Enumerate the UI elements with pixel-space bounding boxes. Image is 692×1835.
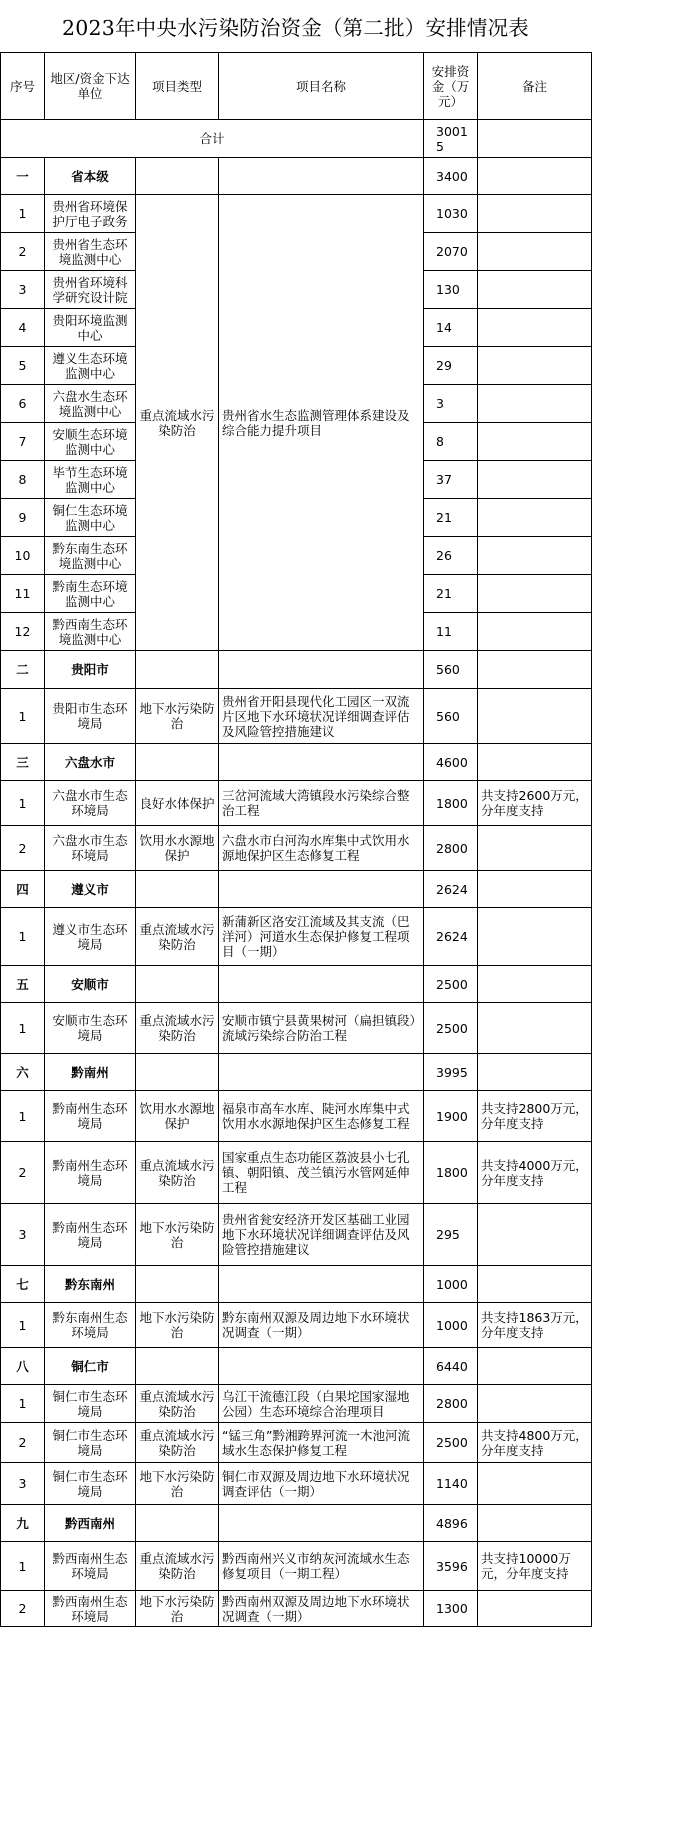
row-amount: 26 (424, 537, 478, 575)
table-body (1, 120, 592, 1627)
region-name: 省本级 (45, 158, 136, 195)
table-row (1, 1385, 592, 1423)
total-amount: 30015 (424, 120, 478, 158)
header-amount: 安排资金（万元） (424, 53, 478, 120)
row-note: 共支持2600万元，分年度支持 (478, 781, 592, 826)
row-type: 重点流域水污染防治 (136, 1142, 219, 1204)
row-amount: 1800 (424, 1142, 478, 1204)
table-row (1, 195, 592, 233)
row-note: 共支持10000万元，分年度支持 (478, 1542, 592, 1591)
row-unit: 黔南州生态环境局 (45, 1142, 136, 1204)
row-project-name: 贵州省开阳县现代化工园区一双流片区地下水环境状况详细调查评估及风险管控措施建议 (219, 689, 424, 744)
table-row (1, 1542, 592, 1591)
row-unit-text: 贵州省生态环境监测中心 (52, 236, 128, 267)
row-number: 5 (1, 347, 45, 385)
region-note (478, 1054, 592, 1091)
row-unit (45, 499, 136, 537)
row-project-name: 新蒲新区洛安江流域及其支流（巴洋河）河道水生态保护修复工程项目（一期） (219, 908, 424, 966)
region-type-empty (136, 744, 219, 781)
region-row (1, 651, 592, 689)
table-row (1, 1003, 592, 1054)
row-unit: 铜仁市生态环境局 (45, 1423, 136, 1463)
region-name: 黔西南州 (45, 1505, 136, 1542)
row-note (478, 309, 592, 347)
row-number: 9 (1, 499, 45, 537)
region-type-empty (136, 1054, 219, 1091)
row-amount: 2500 (424, 1423, 478, 1463)
row-project-name: 铜仁市双源及周边地下水环境状况调查评估（一期） (219, 1463, 424, 1505)
row-unit-text: 黔东南生态环境监测中心 (52, 540, 128, 571)
row-amount: 1900 (424, 1091, 478, 1142)
row-number: 11 (1, 575, 45, 613)
region-type-empty (136, 1505, 219, 1542)
region-name: 贵阳市 (45, 651, 136, 689)
region-note (478, 158, 592, 195)
row-note (478, 385, 592, 423)
row-number: 2 (1, 1591, 45, 1627)
table-row (1, 826, 592, 871)
row-unit (45, 271, 136, 309)
row-unit-text: 遵义生态环境监测中心 (52, 350, 128, 381)
row-project-name: 贵州省瓮安经济开发区基础工业园地下水环境状况详细调查评估及风险管控措施建议 (219, 1204, 424, 1266)
row-note (478, 826, 592, 871)
row-type: 重点流域水污染防治 (136, 195, 219, 651)
table-row (1, 1142, 592, 1204)
region-name-empty (219, 1505, 424, 1542)
region-type-empty (136, 1266, 219, 1303)
row-type: 饮用水水源地保护 (136, 826, 219, 871)
row-unit: 黔东南州生态环境局 (45, 1303, 136, 1348)
row-type: 重点流域水污染防治 (136, 1542, 219, 1591)
header-no: 序号 (1, 53, 45, 120)
row-number: 8 (1, 461, 45, 499)
region-name-empty (219, 651, 424, 689)
row-number: 3 (1, 271, 45, 309)
row-note (478, 689, 592, 744)
region-amount: 6440 (424, 1348, 478, 1385)
row-type: 重点流域水污染防治 (136, 1003, 219, 1054)
row-unit: 黔南州生态环境局 (45, 1204, 136, 1266)
region-number: 六 (1, 1054, 45, 1091)
region-row (1, 1054, 592, 1091)
region-note (478, 651, 592, 689)
row-amount: 29 (424, 347, 478, 385)
row-note (478, 195, 592, 233)
row-number: 7 (1, 423, 45, 461)
table-row (1, 908, 592, 966)
row-unit-text: 贵阳环境监测中心 (52, 312, 128, 343)
table-row (1, 1423, 592, 1463)
row-number: 1 (1, 1542, 45, 1591)
region-note (478, 1505, 592, 1542)
region-name-empty (219, 1054, 424, 1091)
row-unit (45, 461, 136, 499)
row-type: 重点流域水污染防治 (136, 908, 219, 966)
region-row (1, 966, 592, 1003)
row-unit-text: 贵州省环境保护厅电子政务 (52, 198, 128, 229)
row-amount: 1300 (424, 1591, 478, 1627)
row-unit (45, 537, 136, 575)
region-amount: 4896 (424, 1505, 478, 1542)
row-number: 1 (1, 689, 45, 744)
row-unit: 黔南州生态环境局 (45, 1091, 136, 1142)
row-number: 3 (1, 1204, 45, 1266)
row-unit-text: 毕节生态环境监测中心 (52, 464, 128, 495)
row-unit-text: 贵州省环境科学研究设计院 (52, 274, 128, 305)
row-note (478, 1463, 592, 1505)
row-number: 2 (1, 1423, 45, 1463)
row-project-name: 乌江干流德江段（白果坨国家湿地公园）生态环境综合治理项目 (219, 1385, 424, 1423)
row-number: 1 (1, 1003, 45, 1054)
header-unit: 地区/资金下达单位 (45, 53, 136, 120)
row-type: 重点流域水污染防治 (136, 1385, 219, 1423)
region-amount: 4600 (424, 744, 478, 781)
region-amount: 3995 (424, 1054, 478, 1091)
row-amount: 1140 (424, 1463, 478, 1505)
region-number: 九 (1, 1505, 45, 1542)
row-unit (45, 309, 136, 347)
row-number: 4 (1, 309, 45, 347)
row-unit: 黔西南州生态环境局 (45, 1542, 136, 1591)
row-number: 12 (1, 613, 45, 651)
row-unit (45, 423, 136, 461)
row-note: 共支持2800万元，分年度支持 (478, 1091, 592, 1142)
row-note (478, 461, 592, 499)
row-amount: 3 (424, 385, 478, 423)
region-name: 遵义市 (45, 871, 136, 908)
row-amount: 130 (424, 271, 478, 309)
row-amount: 21 (424, 499, 478, 537)
region-row (1, 744, 592, 781)
region-number: 四 (1, 871, 45, 908)
row-amount: 1000 (424, 1303, 478, 1348)
table-row (1, 1303, 592, 1348)
row-amount: 2624 (424, 908, 478, 966)
table-row (1, 689, 592, 744)
header-name: 项目名称 (219, 53, 424, 120)
row-unit (45, 195, 136, 233)
row-number: 6 (1, 385, 45, 423)
row-note (478, 1591, 592, 1627)
row-project-name: 国家重点生态功能区荔波县小七孔镇、朝阳镇、茂兰镇污水管网延伸工程 (219, 1142, 424, 1204)
row-unit (45, 233, 136, 271)
row-amount: 2500 (424, 1003, 478, 1054)
region-name-empty (219, 871, 424, 908)
row-unit: 六盘水市生态环境局 (45, 826, 136, 871)
region-name-empty (219, 966, 424, 1003)
row-number: 2 (1, 826, 45, 871)
row-project-name: 黔西南州兴义市纳灰河流域水生态修复项目（一期工程） (219, 1542, 424, 1591)
total-note (478, 120, 592, 158)
row-project-name: “锰三角”黔湘跨界河流一木池河流域水生态保护修复工程 (219, 1423, 424, 1463)
row-project-name: 黔西南州双源及周边地下水环境状况调查（一期） (219, 1591, 424, 1627)
row-amount: 3596 (424, 1542, 478, 1591)
region-name-empty (219, 744, 424, 781)
row-unit: 铜仁市生态环境局 (45, 1463, 136, 1505)
row-type: 地下水污染防治 (136, 1463, 219, 1505)
region-name: 六盘水市 (45, 744, 136, 781)
region-number: 一 (1, 158, 45, 195)
table-row (1, 1591, 592, 1627)
row-unit: 黔西南州生态环境局 (45, 1591, 136, 1627)
row-number: 1 (1, 1385, 45, 1423)
region-type-empty (136, 966, 219, 1003)
row-amount: 21 (424, 575, 478, 613)
region-note (478, 966, 592, 1003)
row-amount: 37 (424, 461, 478, 499)
row-project-name: 安顺市镇宁县黄果树河（扁担镇段）流域污染综合防治工程 (219, 1003, 424, 1054)
row-note (478, 1003, 592, 1054)
row-unit (45, 385, 136, 423)
row-note (478, 1204, 592, 1266)
row-unit-text: 六盘水生态环境监测中心 (52, 388, 128, 419)
row-number: 10 (1, 537, 45, 575)
table-row (1, 1204, 592, 1266)
row-type: 地下水污染防治 (136, 1204, 219, 1266)
row-amount: 11 (424, 613, 478, 651)
row-amount: 560 (424, 689, 478, 744)
row-project-name: 黔东南州双源及周边地下水环境状况调查（一期） (219, 1303, 424, 1348)
region-name: 安顺市 (45, 966, 136, 1003)
region-amount: 3400 (424, 158, 478, 195)
row-amount: 14 (424, 309, 478, 347)
row-amount: 2070 (424, 233, 478, 271)
row-unit-text: 铜仁生态环境监测中心 (52, 502, 128, 533)
region-type-empty (136, 651, 219, 689)
region-name: 铜仁市 (45, 1348, 136, 1385)
row-unit-text: 黔南生态环境监测中心 (52, 578, 128, 609)
row-note (478, 1385, 592, 1423)
row-type: 饮用水水源地保护 (136, 1091, 219, 1142)
region-name-empty (219, 158, 424, 195)
row-number: 2 (1, 1142, 45, 1204)
row-unit: 六盘水市生态环境局 (45, 781, 136, 826)
row-type: 地下水污染防治 (136, 689, 219, 744)
region-name-empty (219, 1348, 424, 1385)
row-unit (45, 613, 136, 651)
region-row (1, 1505, 592, 1542)
region-number: 八 (1, 1348, 45, 1385)
row-amount: 2800 (424, 826, 478, 871)
row-number: 2 (1, 233, 45, 271)
row-type: 地下水污染防治 (136, 1591, 219, 1627)
row-number: 1 (1, 908, 45, 966)
region-number: 七 (1, 1266, 45, 1303)
row-unit: 遵义市生态环境局 (45, 908, 136, 966)
region-note (478, 1348, 592, 1385)
row-amount: 8 (424, 423, 478, 461)
row-number: 1 (1, 195, 45, 233)
row-project-name: 福泉市高车水库、陡河水库集中式饮用水水源地保护区生态修复工程 (219, 1091, 424, 1142)
row-unit: 安顺市生态环境局 (45, 1003, 136, 1054)
row-note (478, 537, 592, 575)
row-amount: 1030 (424, 195, 478, 233)
region-row (1, 871, 592, 908)
row-unit (45, 347, 136, 385)
table-row (1, 1091, 592, 1142)
row-project-name: 贵州省水生态监测管理体系建设及综合能力提升项目 (219, 195, 424, 651)
row-unit-text: 安顺生态环境监测中心 (52, 426, 128, 457)
region-row (1, 158, 592, 195)
header-note: 备注 (478, 53, 592, 120)
row-note (478, 575, 592, 613)
region-note (478, 1266, 592, 1303)
region-amount: 2500 (424, 966, 478, 1003)
region-number: 三 (1, 744, 45, 781)
region-name: 黔南州 (45, 1054, 136, 1091)
row-note (478, 347, 592, 385)
region-type-empty (136, 158, 219, 195)
row-number: 1 (1, 1091, 45, 1142)
region-type-empty (136, 871, 219, 908)
row-note (478, 908, 592, 966)
total-row (1, 120, 592, 158)
region-amount: 560 (424, 651, 478, 689)
region-name: 黔东南州 (45, 1266, 136, 1303)
region-note (478, 744, 592, 781)
funding-table (0, 52, 592, 1627)
row-unit: 贵阳市生态环境局 (45, 689, 136, 744)
row-unit (45, 575, 136, 613)
document-title: 2023年中央水污染防治资金（第二批）安排情况表 (62, 16, 529, 40)
row-type: 重点流域水污染防治 (136, 1423, 219, 1463)
region-number: 二 (1, 651, 45, 689)
region-amount: 2624 (424, 871, 478, 908)
row-note (478, 233, 592, 271)
row-amount: 2800 (424, 1385, 478, 1423)
row-note (478, 423, 592, 461)
table-row (1, 781, 592, 826)
row-note: 共支持4800万元，分年度支持 (478, 1423, 592, 1463)
region-type-empty (136, 1348, 219, 1385)
row-number: 3 (1, 1463, 45, 1505)
header-row (1, 53, 592, 120)
row-number: 1 (1, 1303, 45, 1348)
row-note: 共支持1863万元，分年度支持 (478, 1303, 592, 1348)
row-unit: 铜仁市生态环境局 (45, 1385, 136, 1423)
row-note (478, 499, 592, 537)
row-type: 地下水污染防治 (136, 1303, 219, 1348)
region-row (1, 1348, 592, 1385)
total-label: 合计 (1, 120, 424, 158)
region-name-empty (219, 1266, 424, 1303)
row-project-name: 三岔河流域大湾镇段水污染综合整治工程 (219, 781, 424, 826)
header-type: 项目类型 (136, 53, 219, 120)
row-number: 1 (1, 781, 45, 826)
row-unit-text: 黔西南生态环境监测中心 (52, 616, 128, 647)
row-amount: 295 (424, 1204, 478, 1266)
row-note: 共支持4000万元，分年度支持 (478, 1142, 592, 1204)
row-project-name: 六盘水市白河沟水库集中式饮用水源地保护区生态修复工程 (219, 826, 424, 871)
region-number: 五 (1, 966, 45, 1003)
row-type: 良好水体保护 (136, 781, 219, 826)
row-note (478, 613, 592, 651)
table-row (1, 1463, 592, 1505)
region-row (1, 1266, 592, 1303)
region-note (478, 871, 592, 908)
region-amount: 1000 (424, 1266, 478, 1303)
row-note (478, 271, 592, 309)
row-amount: 1800 (424, 781, 478, 826)
